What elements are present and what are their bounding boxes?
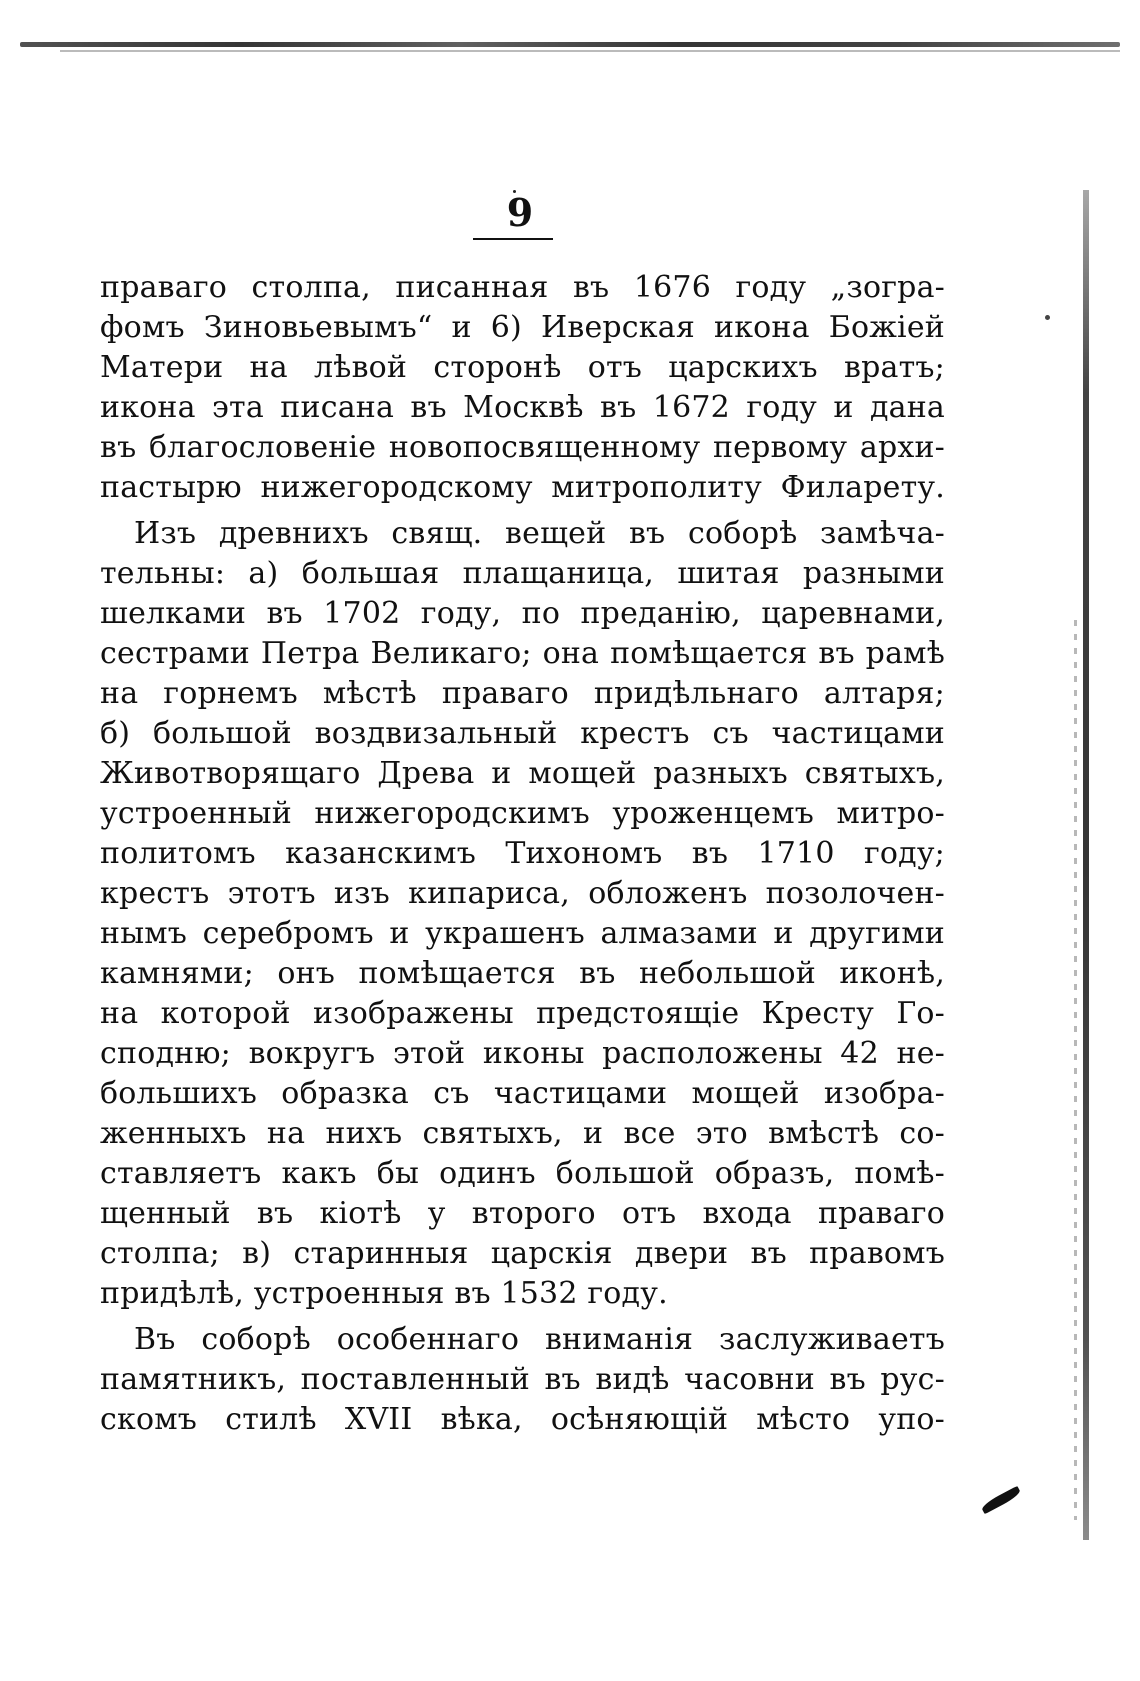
text-line: камнями; онъ помѣщается въ небольшой иконѣ, [100,956,945,991]
ink-speck [1045,315,1050,320]
paragraph-1 [100,268,945,508]
text-line: щенный въ кіотѣ у второго отъ входа праваго [100,1196,945,1231]
text-line: шелками въ 1702 году, по преданію, царевнами, [100,596,945,631]
top-edge-rule-thin [60,50,1120,52]
text-line: въ благословеніе новопосвященному первому архи- [100,430,945,465]
text-line: придѣлѣ, устроенныя въ 1532 году. [100,1276,668,1311]
top-edge-rule [20,42,1120,47]
text-line: сестрами Петра Великаго; она помѣщается въ рамѣ [100,636,945,671]
text-line: икона эта писана въ Москвѣ въ 1672 году и дана [100,390,945,425]
right-page-edge-thin [1074,620,1077,1520]
text-line: фомъ Зиновьевымъ“ и 6) Иверская икона Божіей [100,310,945,345]
text-line: крестъ этотъ изъ кипариса, обложенъ позолочен- [100,876,945,911]
text-line: сподню; вокругъ этой иконы расположены 42 не- [100,1036,945,1071]
paragraph-2 [100,514,945,1314]
text-line: пастырю нижегородскому митрополиту Филарету. [100,470,945,505]
text-line: политомъ казанскимъ Тихономъ въ 1710 году; [100,836,945,871]
text-line: устроенный нижегородскимъ уроженцемъ митро- [100,796,945,831]
text-line: памятникъ, поставленный въ видѣ часовни въ рус- [100,1362,945,1397]
text-line: на которой изображены предстоящіе Кресту Го- [100,996,945,1031]
ink-smudge [980,1486,1022,1515]
text-line: Матери на лѣвой сторонѣ отъ царскихъ вратъ; [100,350,945,385]
text-line: праваго столпа, писанная въ 1676 году „зогра- [100,270,945,305]
right-page-edge [1083,190,1089,1540]
text-line: нымъ серебромъ и украшенъ алмазами и другими [100,916,945,951]
text-line: б) большой воздвизальный крестъ съ частицами [100,716,945,751]
page-number: 9 [506,190,534,235]
page-number-underline [473,238,553,240]
text-line: ставляетъ какъ бы одинъ большой образъ, помѣ- [100,1156,945,1191]
text-line: тельны: а) большая плащаница, шитая разными [100,556,945,591]
text-line: Въ соборѣ особеннаго вниманія заслуживаетъ [134,1322,945,1357]
text-line: столпа; в) старинныя царскія двери въ правомъ [100,1236,945,1271]
text-line: женныхъ на нихъ святыхъ, и все это вмѣстѣ со- [100,1116,945,1151]
body-text [100,268,945,1440]
text-line: скомъ стилѣ XVII вѣка, осѣняющій мѣсто упо- [100,1402,945,1437]
text-line: Изъ древнихъ свящ. вещей въ соборѣ замѣча- [134,516,945,551]
text-line: на горнемъ мѣстѣ праваго придѣльнаго алтаря; [100,676,945,711]
text-line: Животворящаго Древа и мощей разныхъ святыхъ, [100,756,945,791]
paragraph-3 [100,1320,945,1440]
text-line: большихъ образка съ частицами мощей изобра- [100,1076,945,1111]
